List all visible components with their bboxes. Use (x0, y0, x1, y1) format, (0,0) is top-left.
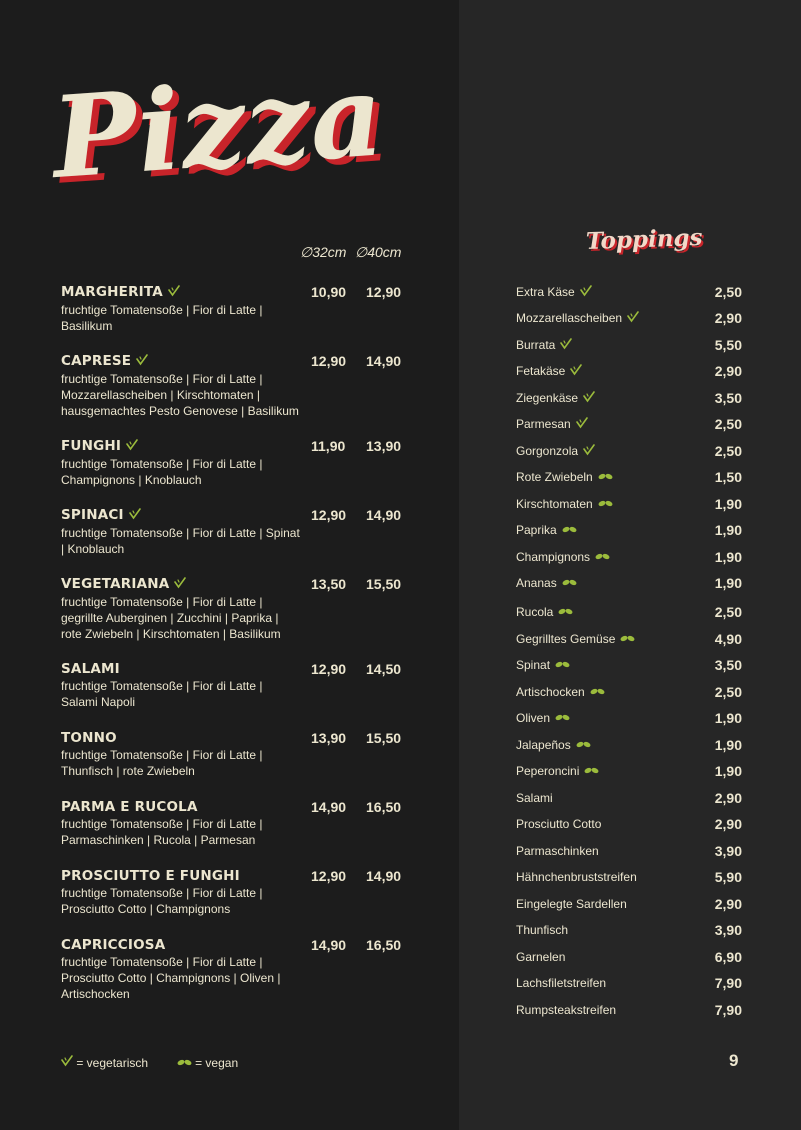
topping-row (516, 362, 742, 380)
vegan-leaf-icon (620, 630, 635, 648)
vegan-leaf-icon (562, 574, 577, 592)
vegan-leaf-icon (555, 709, 570, 727)
topping-price: 1,90 (714, 522, 742, 538)
topping-name (516, 630, 635, 648)
page-number: 9 (729, 1051, 739, 1070)
topping-price: 3,90 (714, 843, 742, 859)
price-40cm: 12,90 (366, 284, 402, 300)
topping-row (516, 548, 742, 566)
pizza-name-text: VEGETARIANA (61, 576, 170, 592)
pizza-item (61, 283, 411, 334)
topping-price: 3,90 (714, 922, 742, 938)
topping-row (516, 630, 742, 648)
topping-price: 7,90 (714, 1002, 742, 1018)
topping-price: 1,90 (714, 710, 742, 726)
pizza-name-text: MARGHERITA (61, 284, 163, 300)
topping-price: 1,90 (714, 737, 742, 753)
topping-row (516, 1001, 742, 1019)
pizza-description: fruchtige Tomatensoße | Fior di Latte | Salami Napoli (61, 679, 263, 709)
vegetarian-icon (61, 1056, 73, 1070)
topping-name-text: Fetakäse (516, 364, 566, 378)
topping-row (516, 683, 742, 701)
topping-name-text: Oliven (516, 711, 551, 725)
pizza-item (61, 575, 411, 642)
topping-name-text: Paprika (516, 523, 557, 537)
pizza-name (61, 575, 411, 594)
topping-name-text: Kirschtomaten (516, 497, 593, 511)
topping-price: 2,90 (714, 790, 742, 806)
topping-name-text: Rucola (516, 605, 554, 619)
pizza-name (61, 798, 411, 816)
vegetarian-icon (583, 390, 595, 408)
topping-row (516, 656, 742, 674)
vegetarian-icon (570, 363, 582, 381)
topping-name (516, 1001, 616, 1019)
vegetarian-icon (583, 443, 595, 461)
topping-name-text: Burrata (516, 338, 556, 352)
topping-row (516, 895, 742, 913)
topping-name-text: Prosciutto Cotto (516, 817, 602, 831)
price-32cm: 14,90 (311, 937, 347, 953)
vegan-leaf-icon (584, 762, 599, 780)
topping-name (516, 574, 577, 592)
topping-row (516, 815, 742, 833)
topping-price: 1,90 (714, 496, 742, 512)
legend-vegetarian-label: = vegetarisch (76, 1055, 149, 1070)
price-40cm: 15,50 (366, 730, 402, 746)
topping-row (516, 842, 742, 860)
topping-price: 1,90 (714, 575, 742, 591)
topping-row (516, 283, 742, 301)
topping-name-text: Garnelen (516, 950, 566, 964)
topping-price: 2,90 (714, 816, 742, 832)
topping-name (516, 336, 572, 355)
pizza-name-text: PROSCIUTTO E FUNGHI (61, 868, 240, 884)
topping-name-text: Parmaschinken (516, 844, 599, 858)
topping-name-text: Salami (516, 791, 553, 805)
vegetarian-icon (126, 438, 138, 456)
price-32cm: 12,90 (311, 507, 347, 523)
pizza-description: fruchtige Tomatensoße | Fior di Latte | Prosciutto Cotto | Champignons (61, 886, 263, 916)
vegetarian-icon (576, 416, 588, 434)
topping-name (516, 842, 599, 860)
topping-row (516, 521, 742, 539)
topping-row (516, 868, 742, 886)
topping-row (516, 468, 742, 486)
topping-price: 5,90 (714, 869, 742, 885)
vegetarian-icon (560, 337, 572, 355)
topping-row (516, 974, 742, 992)
topping-name (516, 815, 601, 833)
topping-name (516, 603, 573, 621)
pizza-name (61, 283, 411, 302)
price-40cm: 13,90 (366, 438, 402, 454)
topping-name-text: Peperoncini (516, 764, 580, 778)
price-32cm: 12,90 (311, 353, 347, 369)
size-header-32cm: ∅32cm (300, 244, 347, 260)
topping-row (516, 948, 742, 966)
topping-row (516, 762, 742, 780)
price-32cm: 12,90 (311, 868, 347, 884)
pizza-name-text: FUNGHI (61, 438, 122, 454)
topping-price: 4,90 (714, 631, 742, 647)
price-32cm: 10,90 (311, 284, 347, 300)
topping-name (516, 709, 570, 727)
vegetarian-icon (580, 284, 592, 302)
topping-price: 3,50 (714, 390, 742, 406)
topping-name (516, 656, 570, 674)
pizza-description: fruchtige Tomatensoße | Fior di Latte | Mozzarellascheiben | Kirschtomaten | hausgemachtes Pesto Genovese | Basilikum (61, 372, 299, 418)
pizza-item (61, 506, 411, 557)
topping-name-text: Spinat (516, 658, 551, 672)
pizza-description: fruchtige Tomatensoße | Fior di Latte | Spinat | Knoblauch (61, 526, 300, 556)
vegetarian-icon (129, 507, 141, 525)
page-title: Pizza (48, 50, 389, 205)
topping-row (516, 309, 742, 327)
topping-name (516, 442, 595, 461)
pizza-description: fruchtige Tomatensoße | Fior di Latte | Basilikum (61, 303, 263, 333)
price-40cm: 14,90 (366, 353, 402, 369)
topping-name (516, 389, 595, 408)
topping-name-text: Ananas (516, 576, 557, 590)
pizza-name (61, 729, 411, 747)
vegetarian-icon (136, 353, 148, 371)
vegan-leaf-icon (177, 1056, 192, 1070)
topping-name-text: Champignons (516, 550, 591, 564)
pizza-name-text: CAPRICCIOSA (61, 937, 166, 953)
topping-name-text: Gorgonzola (516, 444, 579, 458)
vegetarian-icon (168, 284, 180, 302)
topping-row (516, 574, 742, 592)
topping-price: 2,50 (714, 443, 742, 459)
legend-vegan-label: = vegan (195, 1055, 239, 1070)
topping-row (516, 736, 742, 754)
topping-name-text: Extra Käse (516, 285, 575, 299)
price-40cm: 15,50 (366, 576, 402, 592)
pizza-item (61, 798, 411, 848)
topping-name-text: Ziegenkäse (516, 391, 579, 405)
price-32cm: 13,90 (311, 730, 347, 746)
pizza-item (61, 437, 411, 488)
topping-price: 6,90 (714, 949, 742, 965)
topping-price: 2,90 (714, 310, 742, 326)
pizza-item (61, 352, 411, 419)
pizza-description: fruchtige Tomatensoße | Fior di Latte | Champignons | Knoblauch (61, 457, 263, 487)
size-header-40cm: ∅40cm (355, 244, 402, 260)
topping-name (516, 948, 565, 966)
topping-price: 2,50 (714, 604, 742, 620)
topping-price: 1,90 (714, 549, 742, 565)
topping-row (516, 389, 742, 407)
topping-price: 7,90 (714, 975, 742, 991)
pizza-name-text: PARMA E RUCOLA (61, 799, 198, 815)
pizza-name (61, 660, 411, 678)
topping-name (516, 468, 613, 486)
vegetarian-icon (627, 310, 639, 328)
topping-row (516, 442, 742, 460)
topping-row (516, 789, 742, 807)
topping-name (516, 362, 582, 381)
topping-name (516, 736, 591, 754)
topping-name-text: Gegrilltes Gemüse (516, 632, 616, 646)
topping-name (516, 521, 577, 539)
pizza-name-text: SPINACI (61, 507, 124, 523)
topping-row (516, 495, 742, 513)
topping-name (516, 309, 639, 328)
pizza-name-text: TONNO (61, 730, 117, 746)
price-32cm: 14,90 (311, 799, 347, 815)
topping-row (516, 603, 742, 621)
pizza-item (61, 936, 411, 1002)
vegan-leaf-icon (558, 603, 573, 621)
pizza-name (61, 936, 411, 954)
pizza-item (61, 660, 411, 710)
legend (61, 1054, 238, 1071)
topping-price: 2,50 (714, 416, 742, 432)
price-32cm: 11,90 (311, 438, 346, 454)
topping-name-text: Thunfisch (516, 923, 569, 937)
vegan-leaf-icon (562, 521, 577, 539)
toppings-title: Toppings (585, 223, 703, 256)
price-40cm: 14,90 (366, 868, 402, 884)
topping-row (516, 921, 742, 939)
topping-name (516, 683, 605, 701)
price-40cm: 14,50 (366, 661, 402, 677)
pizza-name (61, 437, 411, 456)
vegan-leaf-icon (598, 468, 613, 486)
topping-name-text: Mozzarellascheiben (516, 311, 623, 325)
topping-name (516, 283, 592, 302)
price-40cm: 14,90 (366, 507, 402, 523)
topping-name-text: Rumpsteakstreifen (516, 1003, 617, 1017)
pizza-name-text: SALAMI (61, 661, 120, 677)
topping-price: 2,50 (714, 284, 742, 300)
topping-price: 3,50 (714, 657, 742, 673)
pizza-name-text: CAPRESE (61, 353, 132, 369)
topping-name (516, 868, 637, 886)
topping-name (516, 762, 599, 780)
topping-name-text: Hähnchenbruststreifen (516, 870, 637, 884)
pizza-description: fruchtige Tomatensoße | Fior di Latte | Parmaschinken | Rucola | Parmesan (61, 817, 263, 847)
vegan-leaf-icon (555, 656, 570, 674)
topping-price: 2,90 (714, 896, 742, 912)
price-32cm: 13,50 (311, 576, 347, 592)
price-40cm: 16,50 (366, 799, 402, 815)
topping-name (516, 895, 627, 913)
topping-name (516, 548, 610, 566)
pizza-name (61, 506, 411, 525)
topping-name-text: Eingelegte Sardellen (516, 897, 627, 911)
topping-row (516, 415, 742, 433)
topping-name-text: Parmesan (516, 417, 571, 431)
topping-name (516, 495, 613, 513)
topping-price: 1,90 (714, 763, 742, 779)
topping-name-text: Lachsfiletstreifen (516, 976, 607, 990)
vegan-leaf-icon (576, 736, 591, 754)
topping-row (516, 336, 742, 354)
topping-name (516, 921, 568, 939)
topping-price: 1,50 (714, 469, 742, 485)
vegan-leaf-icon (595, 548, 610, 566)
topping-name (516, 789, 553, 807)
topping-name-text: Jalapeños (516, 738, 571, 752)
vegan-leaf-icon (590, 683, 605, 701)
pizza-item (61, 867, 411, 917)
topping-price: 5,50 (714, 337, 742, 353)
pizza-name (61, 867, 411, 885)
pizza-description: fruchtige Tomatensoße | Fior di Latte | gegrillte Auberginen | Zucchini | Paprika | rote Zwiebeln | Kirschtomaten | Basilikum (61, 595, 281, 641)
vegetarian-icon (174, 576, 186, 594)
topping-price: 2,90 (714, 363, 742, 379)
topping-row (516, 709, 742, 727)
topping-name (516, 415, 588, 434)
pizza-description: fruchtige Tomatensoße | Fior di Latte | Prosciutto Cotto | Champignons | Oliven | Artischocken (61, 955, 281, 1001)
topping-name-text: Rote Zwiebeln (516, 470, 593, 484)
topping-name-text: Artischocken (516, 685, 585, 699)
price-32cm: 12,90 (311, 661, 347, 677)
pizza-item (61, 729, 411, 779)
price-40cm: 16,50 (366, 937, 402, 953)
pizza-name (61, 352, 411, 371)
topping-price: 2,50 (714, 684, 742, 700)
vegan-leaf-icon (598, 495, 613, 513)
pizza-description: fruchtige Tomatensoße | Fior di Latte | Thunfisch | rote Zwiebeln (61, 748, 263, 778)
topping-name (516, 974, 606, 992)
